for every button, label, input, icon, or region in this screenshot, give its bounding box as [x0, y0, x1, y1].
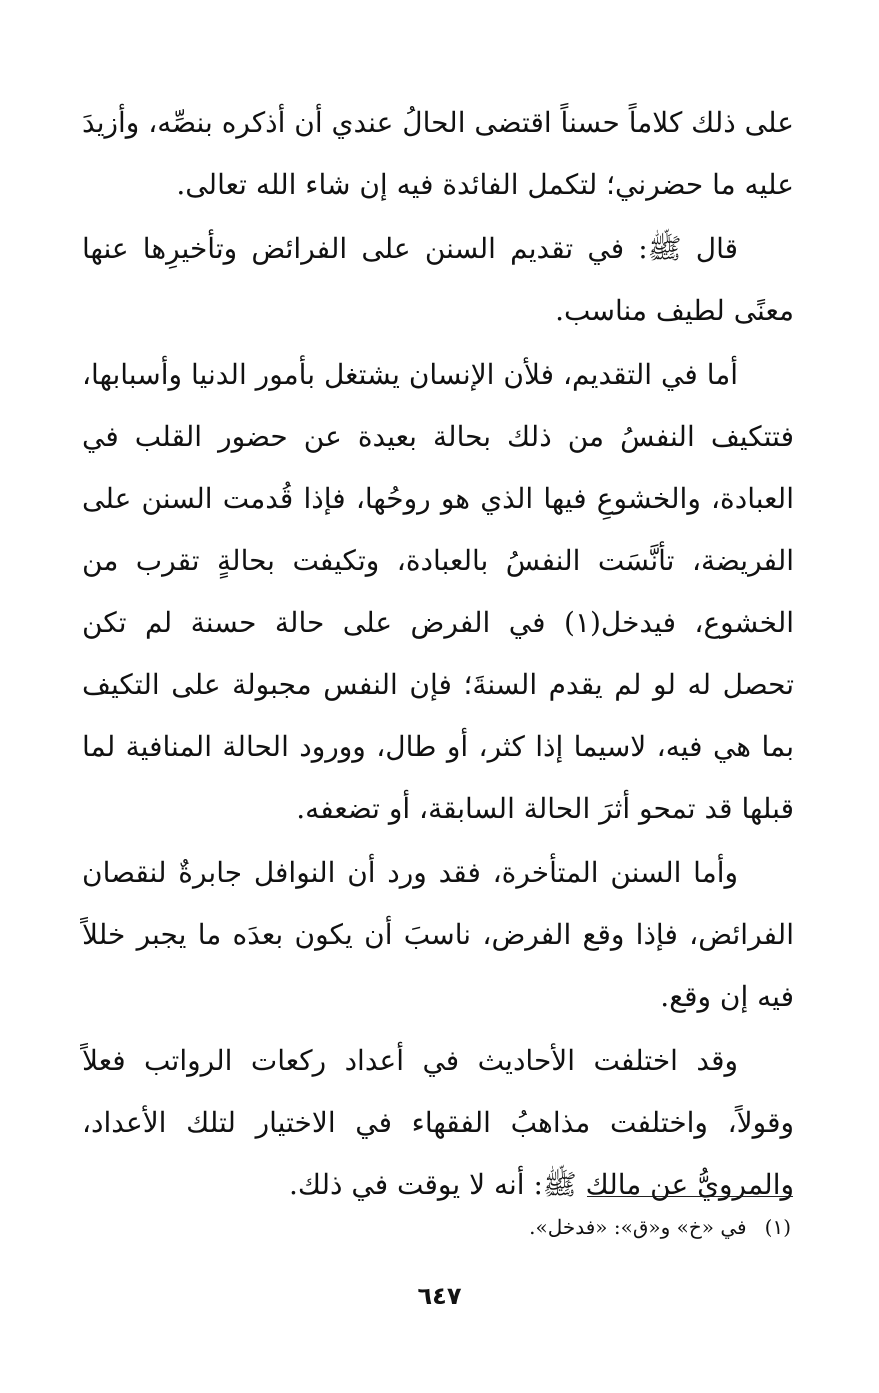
footnote-number: (١) — [764, 1215, 791, 1239]
footnote — [91, 1212, 791, 1242]
paragraph-1: على ذلك كلاماً حسناً اقتضى الحالُ عندي أن أذكره بنصِّه، وأزيدَ عليه ما حضرني؛ لتكمل الفائدة فيه إن شاء الله تعالى. — [82, 106, 794, 201]
paragraph-2: قال ﷺ: في تقديم السنن على الفرائض وتأخيرِها عنها معنًى لطيف مناسب. — [82, 232, 794, 327]
page-number: ٦٤٧ — [417, 1282, 462, 1310]
paragraph-5: وقد اختلفت الأحاديث في أعداد ركعات الرواتب فعلاً وقولاً، واختلفت مذاهبُ الفقهاء في الاختيار لتلك الأعداد، والمرويُّ عن مالك ﷺ: أنه لا يوقت في ذلك. — [82, 1044, 794, 1201]
paragraph-3: أما في التقديم، فلأن الإنسان يشتغل بأمور الدنيا وأسبابها، فتتكيف النفسُ من ذلك بحالة بعيدة عن حضور القلب في العبادة، والخشوعِ فيها الذي هو روحُها، فإذا قُدمت السنن على الفريضة، تأنَّسَت النفسُ بالعبادة، وتكيفت بحالةٍ تقرب من الخشوع، فيدخل(١) في الفرض على حالة حسنة لم تكن تحصل له لو لم يقدم السنةَ؛ فإن النفس مجبولة على التكيف بما هي فيه، لاسيما إذا كثر، أو طال، وورود الحالة المنافية لما قبلها قد تمحو أثرَ الحالة السابقة، أو تضعفه. — [82, 358, 794, 825]
footnote-text: في «خ» و«ق»: «فدخل». — [529, 1215, 747, 1239]
footnote-divider — [587, 1196, 793, 1197]
page-body — [82, 92, 794, 1218]
paragraph-4: وأما السنن المتأخرة، فقد ورد أن النوافل جابرةٌ لنقصان الفرائض، فإذا وقع الفرض، ناسبَ أن يكون بعدَه ما يجبر خللاً فيه إن وقع. — [82, 856, 794, 1013]
